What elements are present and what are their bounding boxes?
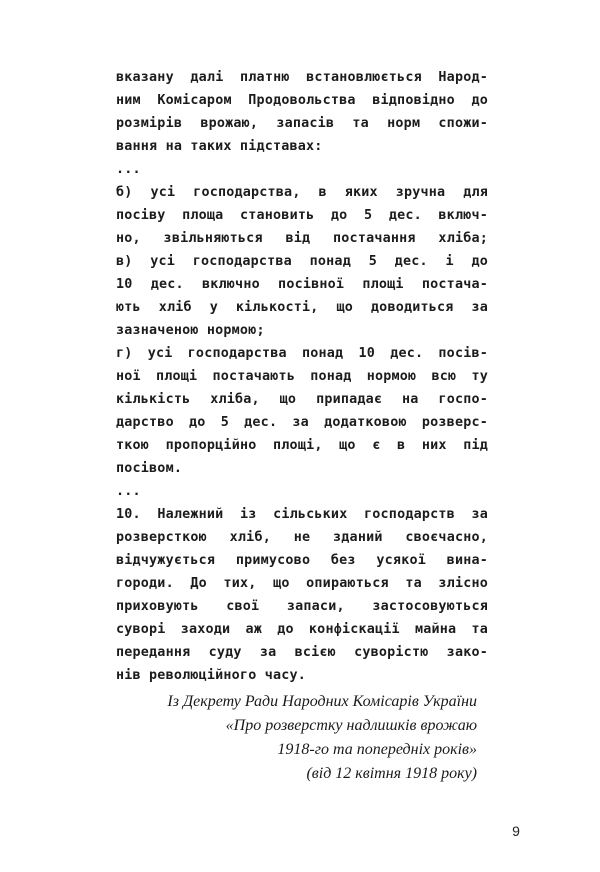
text-line: в) усі господарства понад 5 дес. і до bbox=[116, 254, 488, 269]
text-line: посівом. bbox=[116, 461, 183, 476]
text-line: нів революційного часу. bbox=[116, 668, 307, 683]
text-line: розмірів врожаю, запасів та норм спожи- bbox=[116, 116, 488, 131]
citation-title: «Про розверстку надлишків врожаю bbox=[225, 717, 477, 734]
text-line: зазначеною нормою; bbox=[116, 323, 265, 338]
citation-source: Із Декрету Ради Народних Комісарів України bbox=[167, 693, 477, 710]
text-line: ної площі постачають понад нормою всю ту bbox=[116, 369, 488, 384]
citation-title-cont: 1918-го та попередніх років» bbox=[277, 741, 477, 758]
text-line: но, звільняються від постачання хліба; bbox=[116, 231, 488, 246]
ellipsis: ... bbox=[116, 484, 141, 499]
text-line: відчужується примусово без усякої вина- bbox=[116, 553, 488, 568]
text-line: передання суду за всією суворістю зако- bbox=[116, 645, 488, 660]
text-line: г) усі господарства понад 10 дес. посів- bbox=[116, 346, 488, 361]
text-line: приховують свої запаси, застосовуються bbox=[116, 599, 488, 614]
text-line: б) усі господарства, в яких зручна для bbox=[116, 185, 488, 200]
citation bbox=[117, 690, 477, 786]
text-line: 10 дес. включно посівної площі постача- bbox=[116, 277, 488, 292]
text-line: ткою пропорційно площі, що є в них під bbox=[116, 438, 488, 453]
text-line: суворі заходи аж до конфіскації майна та bbox=[116, 622, 488, 637]
citation-date: (від 12 квітня 1918 року) bbox=[306, 765, 477, 782]
text-line: дарство до 5 дес. за додатковою розверс- bbox=[116, 415, 488, 430]
text-line: кількість хліба, що припадає на госпо- bbox=[116, 392, 488, 407]
text-line: городи. До тих, що опираються та злісно bbox=[116, 576, 488, 591]
text-line: 10. Належний із сільських господарств за bbox=[116, 507, 488, 522]
text-line: розверсткою хліб, не зданий своєчасно, bbox=[116, 530, 488, 545]
text-line: ним Комісаром Продовольства відповідно до bbox=[116, 93, 488, 108]
page-number: 9 bbox=[512, 823, 520, 839]
text-line: вказану далі платню встановлюється Народ- bbox=[116, 70, 488, 85]
text-line: посіву площа становить до 5 дес. включ- bbox=[116, 208, 488, 223]
text-line: ють хліб у кількості, що доводиться за bbox=[116, 300, 488, 315]
ellipsis: ... bbox=[116, 162, 141, 177]
text-line: вання на таких підставах: bbox=[116, 139, 323, 154]
